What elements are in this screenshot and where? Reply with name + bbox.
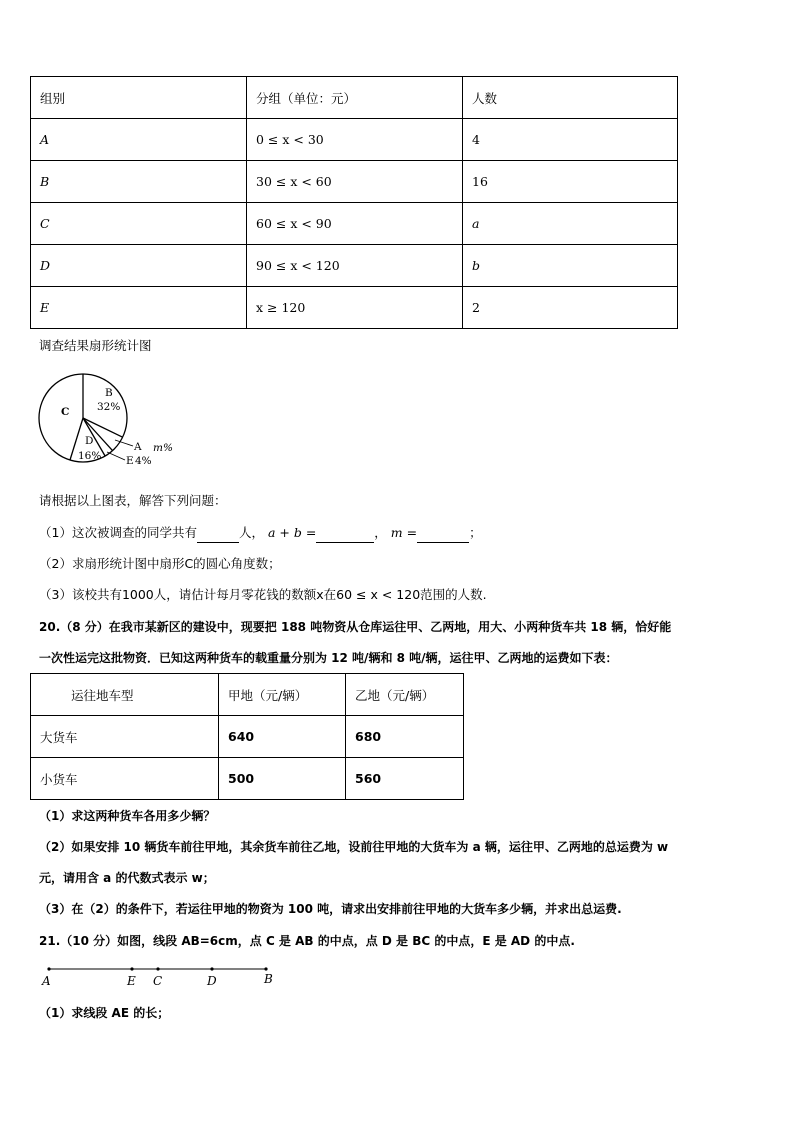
range-cell: 90 ≤ x < 120 [247,245,463,287]
count-cell: a [463,203,678,245]
group-cell: B [31,161,247,203]
q19-part1 [39,524,482,543]
freight-table [30,673,464,800]
q21-stem: 21.（10 分）如图，线段 AB=6cm，点 C 是 AB 的中点，点 D 是 BC 的中点，E 是 AD 的中点. [39,934,575,948]
group-table [30,76,678,329]
slice-pct-e: 4% [135,455,152,467]
q19-part1-text-a: （1）这次被调查的同学共有 [39,525,197,540]
q20-stem-line1: 20.（8 分）在我市某新区的建设中，现要把 188 吨物资从仓库运往甲、乙两地，用大、小两种货车共 18 辆，恰好能 [39,620,672,634]
q19-part1-text-b: 人， [238,525,264,540]
pie-chart [35,370,195,474]
answer-blank-total [197,524,239,543]
range-cell: 0 ≤ x < 30 [247,119,463,161]
table-row [31,161,678,203]
slice-label-a: A [134,441,142,453]
q20-part1: （1）求这两种货车各用多少辆？ [39,809,216,823]
slice-label-c: C [61,406,70,418]
point-c [156,967,159,970]
q20-stem-line2: 一次性运完这批物资．已知这两种货车的载重量分别为 12 吨/辆和 8 吨/辆，运往甲、乙两地的运费如下表： [39,651,618,665]
slice-label-d: D [85,435,94,447]
table-row [31,119,678,161]
point-label-b: B [264,972,273,986]
table-row [31,287,678,329]
group-cell: A [31,119,247,161]
q19-intro: 请根据以上图表，解答下列问题： [39,493,227,508]
group-cell: D [31,245,247,287]
fee-cell: 560 [346,758,464,800]
header-cell: 人数 [463,77,678,119]
group-cell: E [31,287,247,329]
slice-pct-b: 32% [97,401,121,413]
range-cell: 60 ≤ x < 90 [247,203,463,245]
point-a [47,967,50,970]
table-header-row [31,77,678,119]
count-cell: 4 [463,119,678,161]
slice-label-b: B [105,387,113,399]
answer-blank-m [417,524,469,543]
table-row [31,758,464,800]
count-cell: 2 [463,287,678,329]
group-cell: C [31,203,247,245]
table-row [31,716,464,758]
truck-type-cell: 小货车 [31,758,219,800]
table-header-row [31,674,464,716]
segment-diagram [36,960,286,992]
q19-part1-expr-ab: a + b = [267,525,317,540]
header-cell: 甲地（元/辆） [219,674,346,716]
range-cell: x ≥ 120 [247,287,463,329]
count-cell: b [463,245,678,287]
slice-pct-a: m% [153,442,173,454]
slice-pct-d: 16% [78,450,102,462]
fee-cell: 680 [346,716,464,758]
q21-part1: （1）求线段 AE 的长； [39,1006,170,1020]
count-cell: 16 [463,161,678,203]
q20-part2-line1: （2）如果安排 10 辆货车前往甲地，其余货车前往乙地，设前往甲地的大货车为 a 辆，运往甲、乙两地的总运费为 w [39,840,669,854]
header-cell: 乙地（元/辆） [346,674,464,716]
point-e [130,967,133,970]
point-label-d: D [207,974,217,988]
point-d [210,967,213,970]
point-label-a: A [42,974,51,988]
point-label-e: E [127,974,136,988]
header-cell: 分组（单位：元） [247,77,463,119]
point-label-c: C [153,974,163,988]
q19-part3: （3）该校共有1000人，请估计每月零花钱的数额x在60 ≤ x < 120范围的人数. [39,587,487,602]
point-b [264,967,267,970]
header-cell: 组别 [31,77,247,119]
q19-part1-sep: ， [374,525,387,540]
slice-label-e: E [126,455,134,467]
pie-title: 调查结果扇形统计图 [39,338,152,353]
truck-type-cell: 大货车 [31,716,219,758]
q20-part3: （3）在（2）的条件下，若运往甲地的物资为 100 吨，请求出安排前往甲地的大货车多少辆，并求出总运费. [39,902,622,916]
q19-part1-end: ； [469,525,482,540]
range-cell: 30 ≤ x < 60 [247,161,463,203]
header-cell: 运往地车型 [31,674,219,716]
leader-line-e [107,452,125,460]
q19-part1-expr-m: m = [390,525,418,540]
q19-part2: （2）求扇形统计图中扇形C的圆心角度数； [39,556,281,571]
fee-cell: 640 [219,716,346,758]
answer-blank-ab [316,524,374,543]
table-row [31,203,678,245]
table-row [31,245,678,287]
fee-cell: 500 [219,758,346,800]
q20-part2-line2: 元，请用含 a 的代数式表示 w； [39,871,215,885]
